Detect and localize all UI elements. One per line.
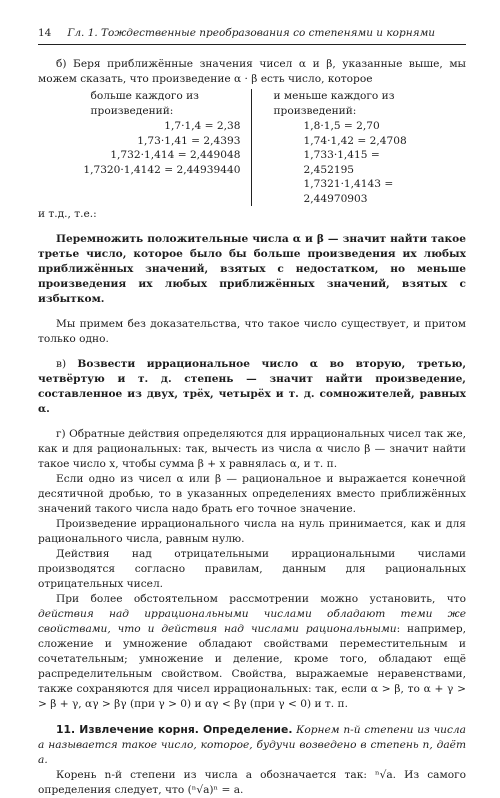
table-row: 1,733·1,415 = 2,452195 <box>303 149 380 176</box>
table-row: 1,7·1,4 = 2,38 <box>164 120 241 132</box>
rational-paragraph: Если одно из чисел α или β — рациональное и выражается конечной десятичной дробью, то в указанных определениях вместо приближённых значений такого числа надо брать его точное значение. <box>38 473 466 515</box>
left-header-line-1: больше каждого из <box>90 90 199 102</box>
multiplication-rule: Перемножить положительные числа α и β — значит найти такое третье число, которое было бы больше произведения их любых приближённых значений, взятых с недостатком, но меньше произведения их любых приближённых значений, взятых с избытком. <box>38 233 466 305</box>
etc-line: и т.д., т.е.: <box>38 208 97 220</box>
paragraph-v <box>38 357 466 417</box>
right-header-line-1: и меньше каждого из <box>273 90 395 102</box>
root-definition: Корнем n-й степени из числа a называется такое число, которое, будучи возведено в степень n, даёт a. <box>38 724 466 766</box>
section-11 <box>38 722 466 768</box>
table-row: 1,7320·1,4142 = 2,44939440 <box>83 163 241 176</box>
negative-paragraph: Действия над отрицательными иррациональными числами производятся согласно правилам, данным для рациональных отрицательных чисел. <box>38 548 466 590</box>
left-header-line-2: произведений: <box>90 105 174 117</box>
chapter-title: Гл. 1. Тождественные преобразования со степенями и корнями <box>67 27 436 39</box>
table-row: 1,8·1,5 = 2,70 <box>303 120 380 132</box>
right-header-line-2: произведений: <box>273 105 357 117</box>
section-title: 11. Извлечение корня. Определение. <box>56 723 293 736</box>
page-number: 14 <box>38 27 52 39</box>
approximation-table <box>38 89 466 206</box>
table-row: 1,74·1,42 = 2,4708 <box>303 134 407 147</box>
table-right-column <box>251 89 434 206</box>
table-row: 1,732·1,414 = 2,449048 <box>110 149 241 161</box>
table-row: 1,73·1,41 = 2,4393 <box>137 134 241 147</box>
paragraph-g: г) Обратные действия определяются для иррациональных чисел так же, как и для рациональных: так, вычесть из числа α число β — значит найти такое число x, чтобы сумма β + x равнялась α, и т. п. <box>38 428 466 470</box>
table-row: 1,7321·1,4143 = 2,44970903 <box>303 178 394 205</box>
zero-paragraph: Произведение иррационального числа на нуль принимается, как и для рационального числа, равным нулю. <box>38 518 466 545</box>
power-rule: Возвести иррациональное число α во вторую, третью, четвёртую и т. д. степень — значит найти произведение, составленное из двух, трёх, четырёх и т. д. сомножителей, равных α. <box>38 358 467 415</box>
paragraph-b-intro: б) Беря приближённые значения чисел α и β, указанные выше, мы можем сказать, что произведение α · β есть число, которое <box>38 58 466 85</box>
root-notation-paragraph: Корень n-й степени из числа a обозначается так: ⁿ√a. Из самого определения следует, что (ⁿ√a)ⁿ = a. <box>38 769 466 796</box>
existence-paragraph: Мы примем без доказательства, что такое число существует, и притом только одно. <box>38 318 466 345</box>
properties-italic: действия над иррациональными числами обладают теми же свойствами, что и действия над числами рациональными <box>38 608 466 635</box>
paragraph-v-prefix: в) <box>56 358 78 370</box>
properties-rest: : например, сложение и умножение обладают свойствами переместительным и сочетательным; умножение и деление, кроме того, обладают ещё распределительным свойством. Свойства, выражаемые неравенствами, также сохраняются для чисел иррациональных: так, если α > β, то α + γ > > β + γ, αγ > βγ (при γ > 0) и αγ < βγ (при γ < 0) и т. п. <box>38 623 466 710</box>
running-header <box>38 26 466 45</box>
properties-start: При более обстоятельном рассмотрении можно установить, что <box>56 593 466 605</box>
table-left-column <box>71 89 251 206</box>
properties-paragraph <box>38 592 466 712</box>
